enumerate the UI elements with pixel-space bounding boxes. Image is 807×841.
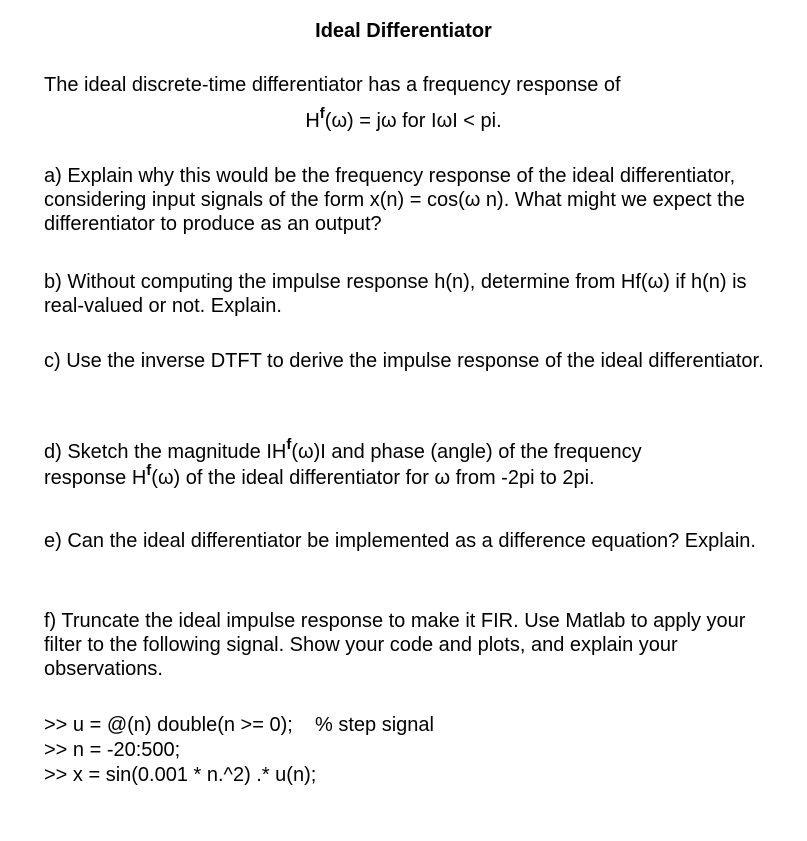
equation-h: H (305, 110, 320, 132)
question-d-part3: response H (44, 467, 147, 489)
code-line-3: >> x = sin(0.001 * n.^2) .* u(n); (44, 764, 317, 786)
page-title: Ideal Differentiator (315, 20, 492, 42)
question-d-part1: d) Sketch the magnitude IH (44, 441, 287, 463)
equation-rest: (ω) = jω for IωI < pi. (324, 110, 502, 132)
frequency-response-equation (0, 105, 807, 133)
intro-text: The ideal discrete-time differentiator has a frequency response of (44, 74, 621, 96)
question-d-superscript-2: f (146, 462, 152, 479)
question-d-part4: (ω) of the ideal differentiator for ω from -2pi to 2pi. (151, 467, 595, 489)
question-a: a) Explain why this would be the frequency response of the ideal differentiator, considering input signals of the form x(n) = cos(ω n). What might we expect the differentiator to produce as an output? (44, 165, 745, 235)
question-d (44, 436, 774, 491)
code-line-1: >> u = @(n) double(n >= 0); % step signal (44, 714, 434, 736)
question-b: b) Without computing the impulse response h(n), determine from Hf(ω) if h(n) is real-valued or not. Explain. (44, 271, 747, 317)
equation-superscript: f (319, 105, 325, 122)
question-e: e) Can the ideal differentiator be implemented as a difference equation? Explain. (44, 530, 756, 552)
question-f: f) Truncate the ideal impulse response to make it FIR. Use Matlab to apply your filter to the following signal. Show your code and plots, and explain your observations. (44, 610, 746, 680)
question-c: c) Use the inverse DTFT to derive the impulse response of the ideal differentiator. (44, 350, 764, 372)
question-d-part2: (ω)I and phase (angle) of the frequency (291, 441, 642, 463)
code-line-2: >> n = -20:500; (44, 739, 181, 761)
question-d-superscript-1: f (286, 436, 292, 453)
